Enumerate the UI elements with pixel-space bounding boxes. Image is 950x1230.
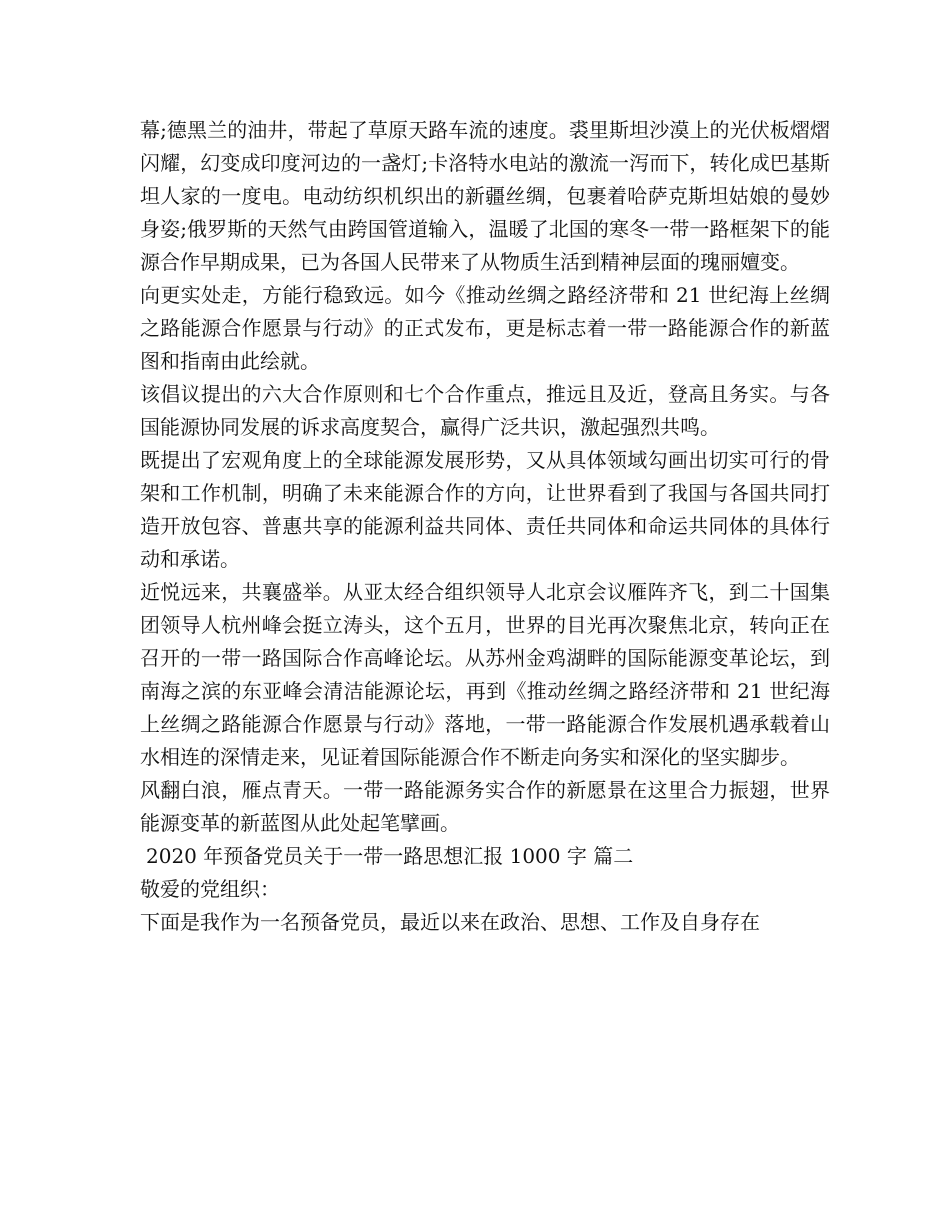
paragraph-cooperation-framework: 既提出了宏观角度上的全球能源发展形势，又从具体领域勾画出切实可行的骨架和工作机制，明确了未来能源合作的方向，让世界看到了我国与各国共同打造开放包容、普惠共享的能源利益共同体、责任共同体和命运共同体的具体行动和承诺。 <box>140 448 830 571</box>
salutation: 敬爱的党组织： <box>140 877 280 901</box>
paragraph-cooperation-principles: 该倡议提出的六大合作原则和七个合作重点，推远且及近，登高且务实。与各国能源协同发展的诉求高度契合，赢得广泛共识，激起强烈共鸣。 <box>140 382 830 439</box>
section-heading: 2020 年预备党员关于一带一路思想汇报 1000 字 篇二 <box>146 844 634 868</box>
paragraph-vision-release: 向更实处走，方能行稳致远。如今《推动丝绸之路经济带和 21 世纪海上丝绸之路能源合作愿景与行动》的正式发布，更是标志着一带一路能源合作的新蓝图和指南由此绘就。 <box>140 283 830 373</box>
document-body <box>140 114 830 939</box>
paragraph-energy-cooperation-results: 幕;德黑兰的油井，带起了草原天路车流的速度。裘里斯坦沙漠上的光伏板熠熠闪耀，幻变成印度河边的一盏灯;卡洛特水电站的激流一泻而下，转化成巴基斯坦人家的一度电。电动纺织机织出的新疆丝绸，包裹着哈萨克斯坦姑娘的曼妙身姿;俄罗斯的天然气由跨国管道输入，温暖了北国的寒冬一带一路框架下的能源合作早期成果，已为各国人民带来了从物质生活到精神层面的瑰丽嬗变。 <box>140 118 830 274</box>
paragraph-summit-forum: 近悦远来，共襄盛举。从亚太经合组织领导人北京会议雁阵齐飞，到二十国集团领导人杭州峰会挺立涛头，这个五月，世界的目光再次聚焦北京，转向正在召开的一带一路国际合作高峰论坛。从苏州金鸡湖畔的国际能源变革论坛，到南海之滨的东亚峰会清洁能源论坛，再到《推动丝绸之路经济带和 21 世纪海上丝绸之路能源合作愿景与行动》落地，一带一路能源合作发展机遇承载着山水相连的深情走来，见证着国际能源合作不断走向务实和深化的坚实脚步。 <box>140 580 830 769</box>
paragraph-report-intro: 下面是我作为一名预备党员，最近以来在政治、思想、工作及自身存在 <box>140 910 760 934</box>
paragraph-new-vision: 风翻白浪，雁点青天。一带一路能源务实合作的新愿景在这里合力振翅，世界能源变革的新蓝图从此处起笔擘画。 <box>140 778 830 835</box>
